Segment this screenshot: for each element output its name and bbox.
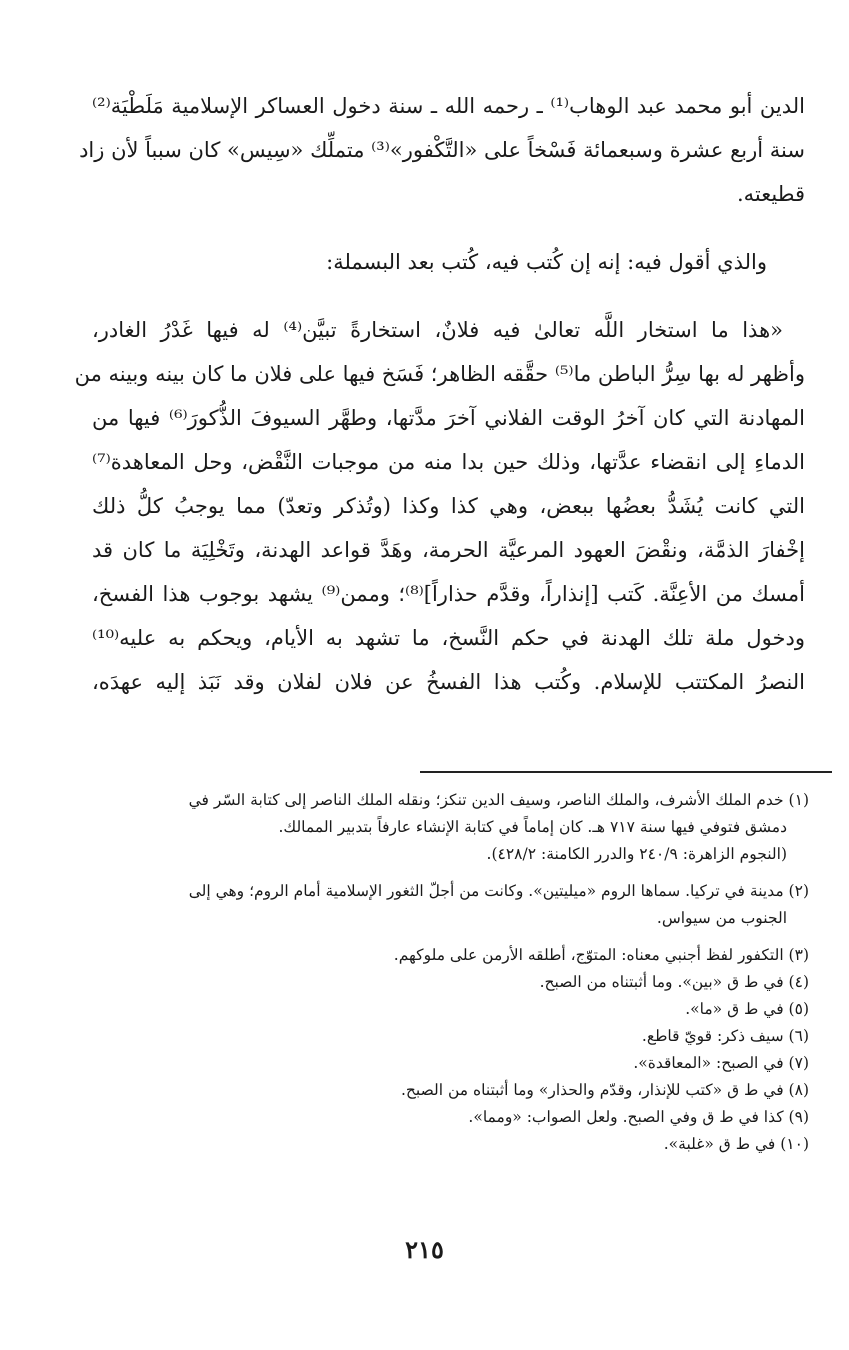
text-line: سنة أربع عشرة وسبعمائة فَسْخاً على «التَّكْفور»⁽³⁾ متملِّك «سِيس» كان سبباً لأن زاد bbox=[79, 138, 805, 162]
footnote-gap bbox=[58, 932, 809, 942]
paragraph-gap bbox=[92, 216, 805, 240]
footnote-line: (٦) سيف ذكر: قويّ قاطع. bbox=[641, 1027, 809, 1045]
footnote-line: (٩) كذا في ط ق وفي الصبح. ولعل الصواب: «ومما». bbox=[468, 1108, 809, 1126]
main-text bbox=[74, 84, 806, 704]
text-line: النصرُ المكتتب للإسلام. وكُتب هذا الفسخُ عن فلان لفلان وقد نَبَذ إليه عهدَه، bbox=[92, 670, 805, 694]
footnote-line: (٢) مدينة في تركيا. سماها الروم «ميليتين». وكانت من أجلّ الثغور الإسلامية أمام الروم؛ وهي إلى bbox=[188, 882, 809, 900]
text-line: ودخول ملة تلك الهدنة في حكم النَّسخ، ما تشهد به الأيام، ويحكم به عليه⁽¹⁰⁾ bbox=[92, 626, 805, 650]
footnote-line: دمشق فتوفي فيها سنة ٧١٧ هـ. كان إماماً في كتابة الإنشاء عارفاً بتدبير الممالك. bbox=[278, 818, 787, 836]
text-line: وأظهر له بها سِرُّ الباطن ما⁽⁵⁾ حقَّقه الظاهر؛ فَسَخ فيها على فلان ما كان بينه وبينه من bbox=[74, 362, 805, 386]
text-line: التي كانت يُشَدُّ بعضُها ببعض، وهي كذا وكذا (وتُذكر وتعدّ) مما يوجبُ كلُّ ذلك bbox=[92, 494, 805, 518]
paragraph-gap bbox=[92, 284, 805, 308]
text-line: الدماءِ إلى انقضاء عدَّتها، وذلك حين بدا منه من موجبات النَّقْض، وحل المعاهدة⁽⁷⁾ bbox=[92, 450, 805, 474]
footnote-divider bbox=[420, 771, 832, 773]
text-line: المهادنة التي كان آخرُ الوقت الفلاني آخرَ مدَّتها، وطهَّر السيوفَ الذُّكورَ⁽⁶⁾ فيها من bbox=[92, 406, 806, 430]
page-number: ٢١٥ bbox=[405, 1235, 444, 1264]
text-line: والذي أقول فيه: إنه إن كُتب فيه، كُتب بعد البسملة: bbox=[326, 250, 767, 274]
text-line: أمسك من الأعِنَّة. كَتب [إنذاراً، وقدَّم حذاراً]⁽⁸⁾؛ وممن⁽⁹⁾ يشهد بوجوب هذا الفسخ، bbox=[92, 582, 805, 606]
footnote-line: (٧) في الصبح: «المعاقدة». bbox=[633, 1054, 809, 1072]
footnote-line: (٨) في ط ق «كتب للإنذار، وقدّم والحذار» وما أثبتناه من الصبح. bbox=[400, 1081, 809, 1099]
text-line: الدين أبو محمد عبد الوهاب⁽¹⁾ ـ رحمه الله ـ سنة دخول العساكر الإسلامية مَلَطْيَة⁽²⁾ bbox=[92, 94, 806, 118]
footnote-line: (٤) في ط ق «بين». وما أثبتناه من الصبح. bbox=[539, 973, 809, 991]
footnote-line: الجنوب من سيواس. bbox=[656, 909, 787, 927]
footnote-gap bbox=[58, 868, 809, 878]
text-line: قطيعته. bbox=[736, 182, 805, 206]
text-line: «هذا ما استخار اللَّه تعالىٰ فيه فلانٌ، استخارةً تبيَّن⁽⁴⁾ له فيها غَدْرُ الغادر، bbox=[92, 318, 783, 342]
footnote-line: (٥) في ط ق «ما». bbox=[685, 1000, 809, 1018]
text-line: إخْفارَ الذمَّة، ونقْضَ العهود المرعيَّة الحرمة، وهَدَّ قواعد الهدنة، وتَخْلِيَة ما كان قد bbox=[92, 538, 805, 562]
footnote-line: (٣) التكفور لفظ أجنبي معناه: المتوّج، أطلقه الأرمن على ملوكهم. bbox=[393, 946, 809, 964]
footnotes bbox=[58, 787, 809, 1158]
footnote-line: (النجوم الزاهرة: ٢٤٠/٩ والدرر الكامنة: ٤٢٨/٢). bbox=[486, 845, 787, 863]
footnote-line: (١٠) في ط ق «غلبة». bbox=[663, 1135, 809, 1153]
footnote-line: (١) خدم الملك الأشرف، والملك الناصر، وسيف الدين تنكز؛ ونقله الملك الناصر إلى كتابة السّر في bbox=[188, 791, 809, 809]
